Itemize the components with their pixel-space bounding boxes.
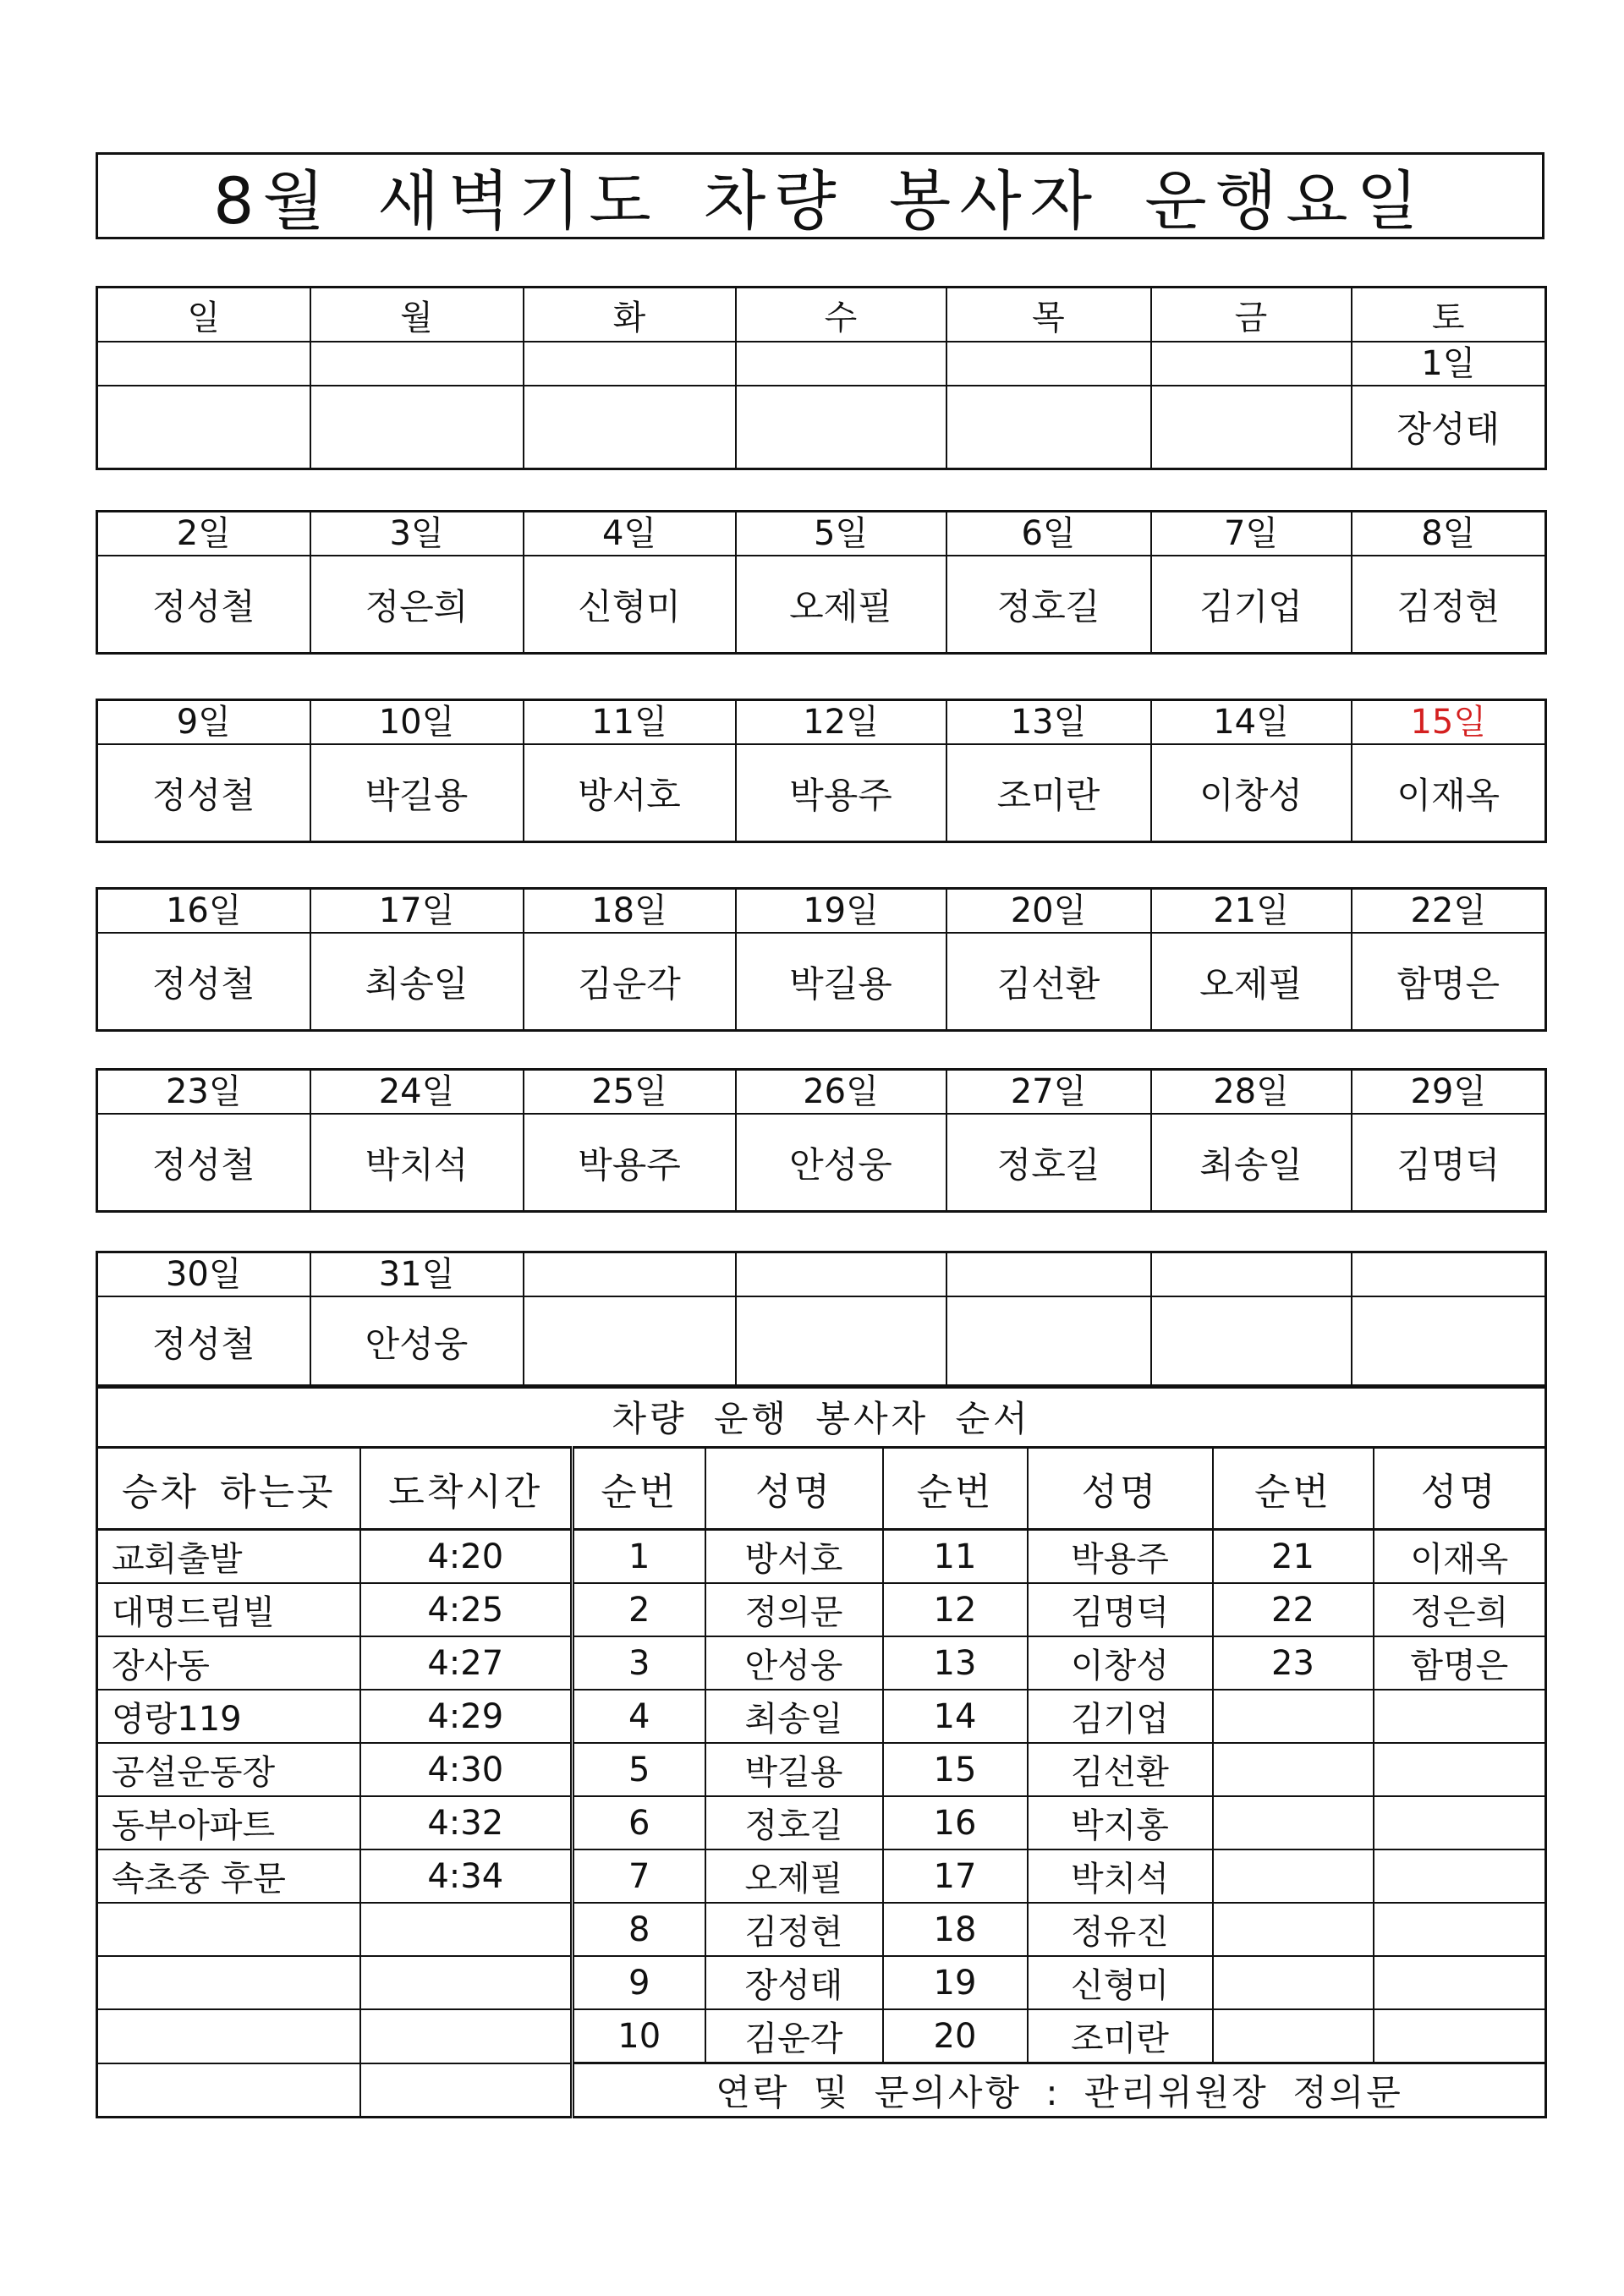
- day-number: 24일: [310, 1070, 524, 1115]
- day-number: [1151, 342, 1352, 386]
- day-number: 18일: [524, 889, 736, 934]
- order-number: 23: [1213, 1636, 1374, 1690]
- order-row: [97, 1903, 1546, 1956]
- stop-place: 속초중 후문: [97, 1849, 360, 1903]
- volunteer-name: 안성웅: [310, 1296, 524, 1388]
- header-time: 도착시간: [360, 1448, 573, 1530]
- order-number: 16: [883, 1796, 1028, 1849]
- volunteer-name: 정성철: [97, 1296, 310, 1388]
- day-row: [97, 512, 1546, 556]
- volunteer-name: 방서호: [524, 744, 736, 842]
- day-number: 29일: [1352, 1070, 1546, 1115]
- day-number: 2일: [97, 512, 310, 556]
- stop-place: 장사동: [97, 1636, 360, 1690]
- day-number: 30일: [97, 1252, 310, 1297]
- order-number: 21: [1213, 1530, 1374, 1584]
- volunteer-name: 정은희: [310, 556, 524, 654]
- order-name: 김선환: [1028, 1743, 1213, 1796]
- day-row: [97, 342, 1546, 386]
- volunteer-name: 오제필: [736, 556, 946, 654]
- volunteer-row: [97, 744, 1546, 842]
- stop-time: 4:32: [360, 1796, 573, 1849]
- day-number: 25일: [524, 1070, 736, 1115]
- volunteer-name: 박용주: [736, 744, 946, 842]
- day-row: [97, 889, 1546, 934]
- order-name: 박길용: [705, 1743, 883, 1796]
- day-number: 12일: [736, 700, 946, 745]
- order-number: [1213, 1690, 1374, 1743]
- order-name: 장성태: [705, 1956, 883, 2009]
- stop-time: 4:30: [360, 1743, 573, 1796]
- order-number: 6: [573, 1796, 705, 1849]
- stop-place: [97, 2063, 360, 2118]
- order-name: 김운각: [705, 2009, 883, 2063]
- day-number: 22일: [1352, 889, 1546, 934]
- order-number: 17: [883, 1849, 1028, 1903]
- order-number: [1213, 2009, 1374, 2063]
- order-name: 김기업: [1028, 1690, 1213, 1743]
- contact-note: 연락 및 문의사항 : 관리위원장 정의문: [573, 2063, 1546, 2118]
- day-number: 13일: [946, 700, 1151, 745]
- day-number: 31일: [310, 1252, 524, 1297]
- volunteer-name: 김명덕: [1352, 1114, 1546, 1212]
- day-number: [946, 1252, 1151, 1297]
- order-number: [1213, 1956, 1374, 2009]
- order-row: [97, 1530, 1546, 1584]
- day-number: [946, 342, 1151, 386]
- volunteer-row: [97, 1296, 1546, 1388]
- volunteer-name: [97, 386, 310, 469]
- day-number: 15일: [1352, 700, 1546, 745]
- order-name: 최송일: [705, 1690, 883, 1743]
- day-number: 10일: [310, 700, 524, 745]
- calendar-week-4: [96, 887, 1547, 1032]
- volunteer-name: 최송일: [1151, 1114, 1352, 1212]
- day-number: [524, 342, 736, 386]
- order-name: 이창성: [1028, 1636, 1213, 1690]
- order-caption: 차량 운행 봉사자 순서: [97, 1386, 1546, 1448]
- order-number: 4: [573, 1690, 705, 1743]
- order-number: [1213, 1849, 1374, 1903]
- day-number: 20일: [946, 889, 1151, 934]
- weekday-header: 일: [97, 288, 310, 342]
- weekday-header: 금: [1151, 288, 1352, 342]
- order-number: 15: [883, 1743, 1028, 1796]
- order-name: [1374, 1903, 1546, 1956]
- day-number: 17일: [310, 889, 524, 934]
- stop-time: [360, 1956, 573, 2009]
- header-stop: 승차 하는곳: [97, 1448, 360, 1530]
- day-number: 8일: [1352, 512, 1546, 556]
- order-name: 박지홍: [1028, 1796, 1213, 1849]
- volunteer-name: 박길용: [736, 933, 946, 1031]
- stop-time: 4:27: [360, 1636, 573, 1690]
- day-row: [97, 700, 1546, 745]
- day-number: [1352, 1252, 1546, 1297]
- order-number: [1213, 1796, 1374, 1849]
- day-number: 7일: [1151, 512, 1352, 556]
- day-number: [310, 342, 524, 386]
- day-number: [524, 1252, 736, 1297]
- volunteer-name: 정호길: [946, 1114, 1151, 1212]
- order-name: [1374, 1956, 1546, 2009]
- volunteer-name: 최송일: [310, 933, 524, 1031]
- order-number: 12: [883, 1583, 1028, 1636]
- order-number: 19: [883, 1956, 1028, 2009]
- order-name: 정은희: [1374, 1583, 1546, 1636]
- order-number: 9: [573, 1956, 705, 2009]
- volunteer-name: 김정현: [1352, 556, 1546, 654]
- order-name: [1374, 1849, 1546, 1903]
- header-name: 성명: [705, 1448, 883, 1530]
- day-number: 4일: [524, 512, 736, 556]
- volunteer-row: [97, 933, 1546, 1031]
- stop-place: 영랑119: [97, 1690, 360, 1743]
- stop-place: 동부아파트: [97, 1796, 360, 1849]
- order-number: 11: [883, 1530, 1028, 1584]
- day-row: [97, 1252, 1546, 1297]
- day-number: 9일: [97, 700, 310, 745]
- stop-place: 공설운동장: [97, 1743, 360, 1796]
- vehicle-order-table: [96, 1384, 1547, 2118]
- order-name: [1374, 1743, 1546, 1796]
- order-name: 신형미: [1028, 1956, 1213, 2009]
- contact-row: [97, 2063, 1546, 2118]
- volunteer-name: 박치석: [310, 1114, 524, 1212]
- calendar-week-6: [96, 1251, 1547, 1389]
- stop-time: 4:20: [360, 1530, 573, 1584]
- order-number: 1: [573, 1530, 705, 1584]
- order-number: 10: [573, 2009, 705, 2063]
- stop-place: 대명드림빌: [97, 1583, 360, 1636]
- order-name: 박용주: [1028, 1530, 1213, 1584]
- volunteer-name: 정성철: [97, 933, 310, 1031]
- header-name: 성명: [1374, 1448, 1546, 1530]
- volunteer-name: 김운각: [524, 933, 736, 1031]
- header-no: 순번: [883, 1448, 1028, 1530]
- day-number: 11일: [524, 700, 736, 745]
- volunteer-name: 김기업: [1151, 556, 1352, 654]
- order-number: [1213, 1903, 1374, 1956]
- volunteer-name: [310, 386, 524, 469]
- order-name: 안성웅: [705, 1636, 883, 1690]
- volunteer-name: 함명은: [1352, 933, 1546, 1031]
- day-number: 26일: [736, 1070, 946, 1115]
- order-name: 정호길: [705, 1796, 883, 1849]
- order-number: 7: [573, 1849, 705, 1903]
- volunteer-name: [1352, 1296, 1546, 1388]
- volunteer-name: [946, 386, 1151, 469]
- calendar-week-2: [96, 510, 1547, 655]
- order-number: 20: [883, 2009, 1028, 2063]
- day-number: 21일: [1151, 889, 1352, 934]
- day-number: [736, 1252, 946, 1297]
- weekday-header: 월: [310, 288, 524, 342]
- volunteer-name: [524, 1296, 736, 1388]
- order-number: [1213, 1743, 1374, 1796]
- volunteer-row: [97, 1114, 1546, 1212]
- weekday-header: 화: [524, 288, 736, 342]
- order-name: [1374, 2009, 1546, 2063]
- stop-time: 4:34: [360, 1849, 573, 1903]
- order-row: [97, 2009, 1546, 2063]
- stop-place: [97, 2009, 360, 2063]
- order-name: 정의문: [705, 1583, 883, 1636]
- volunteer-name: 정성철: [97, 1114, 310, 1212]
- day-number: 16일: [97, 889, 310, 934]
- day-number: [736, 342, 946, 386]
- header-no: 순번: [1213, 1448, 1374, 1530]
- order-name: [1374, 1796, 1546, 1849]
- order-name: 김정현: [705, 1903, 883, 1956]
- volunteer-name: 김선환: [946, 933, 1151, 1031]
- volunteer-name: 박용주: [524, 1114, 736, 1212]
- volunteer-name: [1151, 386, 1352, 469]
- weekday-header: 목: [946, 288, 1151, 342]
- order-name: [1374, 1690, 1546, 1743]
- weekday-header: 수: [736, 288, 946, 342]
- order-row: [97, 1583, 1546, 1636]
- order-row: [97, 1636, 1546, 1690]
- stop-time: 4:29: [360, 1690, 573, 1743]
- volunteer-name: [736, 386, 946, 469]
- order-row: [97, 1743, 1546, 1796]
- stop-time: [360, 2009, 573, 2063]
- day-number: [1151, 1252, 1352, 1297]
- volunteer-row: [97, 556, 1546, 654]
- day-number: 3일: [310, 512, 524, 556]
- volunteer-name: [736, 1296, 946, 1388]
- day-row: [97, 1070, 1546, 1115]
- day-number: [97, 342, 310, 386]
- volunteer-name: [1151, 1296, 1352, 1388]
- order-number: 22: [1213, 1583, 1374, 1636]
- order-name: 박치석: [1028, 1849, 1213, 1903]
- stop-place: [97, 1903, 360, 1956]
- volunteer-name: 조미란: [946, 744, 1151, 842]
- volunteer-name: 장성태: [1352, 386, 1546, 469]
- order-number: 14: [883, 1690, 1028, 1743]
- volunteer-name: 이창성: [1151, 744, 1352, 842]
- order-number: 8: [573, 1903, 705, 1956]
- order-row: [97, 1849, 1546, 1903]
- weekday-header: 토: [1352, 288, 1546, 342]
- order-number: 18: [883, 1903, 1028, 1956]
- order-name: 이재옥: [1374, 1530, 1546, 1584]
- stop-place: [97, 1956, 360, 2009]
- order-number: 13: [883, 1636, 1028, 1690]
- volunteer-name: 안성웅: [736, 1114, 946, 1212]
- day-number: 1일: [1352, 342, 1546, 386]
- calendar-week-3: [96, 699, 1547, 843]
- day-number: 5일: [736, 512, 946, 556]
- stop-time: [360, 2063, 573, 2118]
- volunteer-name: 이재옥: [1352, 744, 1546, 842]
- volunteer-name: 오제필: [1151, 933, 1352, 1031]
- day-number: 19일: [736, 889, 946, 934]
- calendar-week-5: [96, 1068, 1547, 1213]
- header-no: 순번: [573, 1448, 705, 1530]
- order-name: 방서호: [705, 1530, 883, 1584]
- day-number: 28일: [1151, 1070, 1352, 1115]
- order-number: 5: [573, 1743, 705, 1796]
- volunteer-name: 정성철: [97, 556, 310, 654]
- volunteer-name: 정호길: [946, 556, 1151, 654]
- order-row: [97, 1690, 1546, 1743]
- order-name: 김명덕: [1028, 1583, 1213, 1636]
- order-header-row: [97, 1448, 1546, 1530]
- volunteer-name: 정성철: [97, 744, 310, 842]
- volunteer-name: 신형미: [524, 556, 736, 654]
- day-number: 6일: [946, 512, 1151, 556]
- stop-time: 4:25: [360, 1583, 573, 1636]
- order-number: 2: [573, 1583, 705, 1636]
- order-row: [97, 1956, 1546, 2009]
- header-name: 성명: [1028, 1448, 1213, 1530]
- order-name: 함명은: [1374, 1636, 1546, 1690]
- order-name: 정유진: [1028, 1903, 1213, 1956]
- stop-time: [360, 1903, 573, 1956]
- volunteer-name: [524, 386, 736, 469]
- order-name: 조미란: [1028, 2009, 1213, 2063]
- calendar-week-1: [96, 286, 1547, 470]
- page-title: 8월 새벽기도 차량 봉사자 운행요일: [96, 152, 1544, 239]
- day-number: 14일: [1151, 700, 1352, 745]
- weekday-header-row: [97, 288, 1546, 342]
- day-number: 27일: [946, 1070, 1151, 1115]
- order-row: [97, 1796, 1546, 1849]
- volunteer-name: [946, 1296, 1151, 1388]
- stop-place: 교회출발: [97, 1530, 360, 1584]
- order-name: 오제필: [705, 1849, 883, 1903]
- order-number: 3: [573, 1636, 705, 1690]
- day-number: 23일: [97, 1070, 310, 1115]
- volunteer-name: 박길용: [310, 744, 524, 842]
- volunteer-row: [97, 386, 1546, 469]
